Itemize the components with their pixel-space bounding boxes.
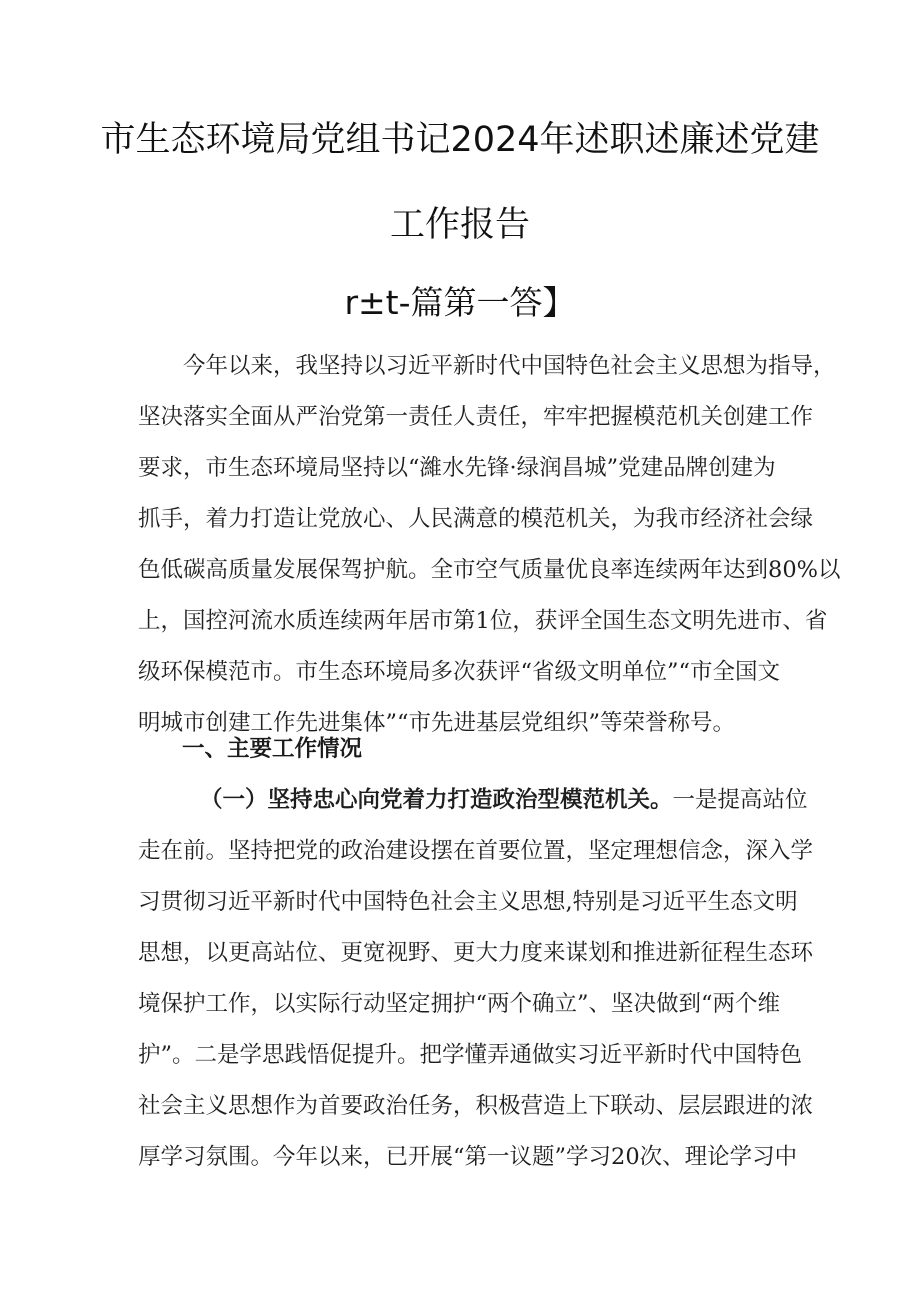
paragraph-line: 要求，市生态环境局坚持以“濰水先锋·绿润昌城”党建品牌创建为 [138,455,776,481]
paragraph-line: 护”。二是学思践悟促提升。把学懂弄通做实习近平新时代中国特色 [138,1042,803,1068]
paragraph-line: 上，国控河流水质连续两年居市第1位，获评全国生态文明先进市、省 [138,608,828,634]
paragraph-line: 坚决落实全面从严治党第一责任人责任，牢牢把握模范机关创建工作 [138,404,814,430]
subsection-heading: （一）坚持忠心向党着力打造政治型模范机关。 [200,787,673,813]
paragraph-line: 色低碳高质量发展保驾护航。全市空气质量优良率连续两年达到80%以 [138,557,841,583]
paragraph-line: 抓手，着力打造让党放心、人民满意的模范机关，为我市经济社会绿 [138,506,814,532]
paragraph-line: 今年以来，我坚持以习近平新时代中国特色社会主义思想为指导， [183,353,836,379]
paragraph-line: 级环保模范市。市生态环境局多次获评“省级文明单位”“市全国文 [138,659,781,685]
paragraph-line: 思想，以更高站位、更宽视野、更大力度来谋划和推进新征程生态环 [138,940,814,966]
paragraph-line: 习贯彻习近平新时代中国特色社会主义思想,特别是习近平生态文明 [138,889,798,915]
section-heading-main-work: 一、主要工作情况 [182,736,363,762]
paragraph-line: 厚学习氛围。今年以来，已开展“第一议题”学习20次、理论学习中 [138,1144,798,1170]
paragraph-lead-text: 一是提高站位 [672,787,808,813]
document-title-line2: 工作报告 [389,205,530,245]
paragraph-line: 明城市创建工作先进集体”“市先进基层党组织”等荣誉称号。 [138,710,736,736]
paragraph-line: 走在前。坚持把党的政治建设摆在首要位置，坚定理想信念，深入学 [138,838,814,864]
paragraph-lead-line [138,775,808,826]
paragraph-line: 社会主义思想作为首要政治任务，积极营造上下联动、层层跟进的浓 [138,1093,814,1119]
document-subtitle: r±t-篇第一答】 [344,283,576,322]
paragraph-intro [138,341,841,749]
paragraph-line: 境保护工作，以实际行动坚定拥护“两个确立”、坚决做到“两个维 [138,991,781,1017]
paragraph-political-model [138,775,814,1183]
document-title-line1: 市生态环境局党组书记2024年述职述廉述党建 [100,120,820,160]
